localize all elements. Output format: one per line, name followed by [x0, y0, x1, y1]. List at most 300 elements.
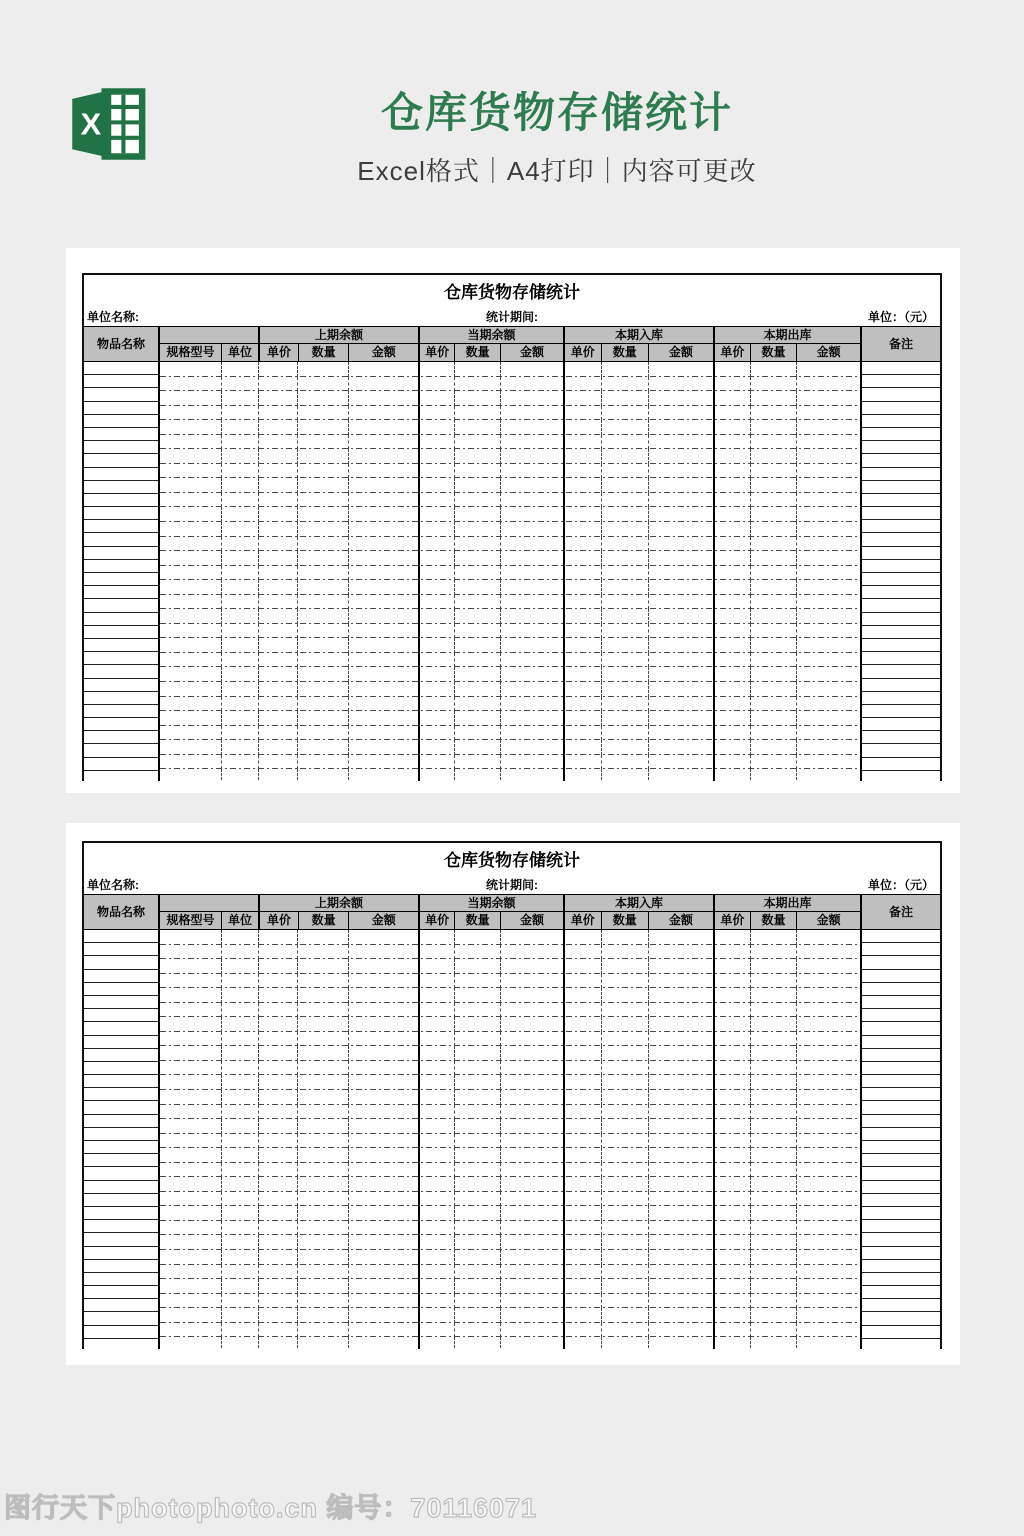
- price-cell: [565, 1265, 601, 1280]
- amount-cell: [348, 624, 418, 639]
- price-cell: [420, 507, 454, 522]
- table-row: [160, 1250, 860, 1265]
- amount-cell: [500, 945, 563, 960]
- amount-cell: [648, 464, 713, 479]
- amount-cell: [648, 1337, 713, 1349]
- group-cells: [563, 1308, 713, 1323]
- group-cells: [713, 1090, 860, 1105]
- qty-cell: [601, 1265, 648, 1280]
- amount-cell: [648, 769, 713, 781]
- unit-cell: [221, 391, 258, 406]
- amount-cell: [796, 522, 860, 537]
- group-cells: [258, 1235, 418, 1250]
- note-cell: [862, 1009, 940, 1022]
- group-cells: [418, 580, 563, 595]
- item-name-cell: [84, 930, 158, 943]
- qty-cell: [297, 1279, 348, 1294]
- amount-cell: [348, 930, 418, 945]
- amount-cell: [648, 595, 713, 610]
- qty-cell: [601, 566, 648, 581]
- qty-cell: [601, 595, 648, 610]
- group-cells: [258, 959, 418, 974]
- price-cell: [715, 435, 750, 450]
- amount-cell: [500, 1017, 563, 1032]
- unit-cell: [221, 464, 258, 479]
- spec-cell: [160, 1221, 221, 1236]
- amount-cell: [648, 959, 713, 974]
- group-cells: [258, 580, 418, 595]
- qty-cell: [750, 988, 796, 1003]
- qty-cell: [297, 566, 348, 581]
- qty-cell: [750, 974, 796, 989]
- group-cells: [713, 1163, 860, 1178]
- group-cells: [563, 682, 713, 697]
- group-cells: [713, 406, 860, 421]
- amount-cell: [348, 507, 418, 522]
- price-cell: [259, 1075, 297, 1090]
- group-cells: [258, 1206, 418, 1221]
- col-group-inbound: 本期入库: [563, 895, 713, 911]
- qty-cell: [750, 609, 796, 624]
- unit-cell: [221, 507, 258, 522]
- note-cell: [862, 970, 940, 983]
- qty-cell: [601, 493, 648, 508]
- spec-cell: [160, 930, 221, 945]
- group-cells: [563, 537, 713, 552]
- amount-cell: [796, 1177, 860, 1192]
- item-name-cell: [84, 507, 158, 520]
- qty-cell: [297, 406, 348, 421]
- unit-cell: [221, 1046, 258, 1061]
- group-cells: [563, 697, 713, 712]
- group-cells: [258, 1192, 418, 1207]
- unit-cell: [221, 1177, 258, 1192]
- group-cells: [713, 478, 860, 493]
- table-row: [160, 580, 860, 595]
- group-cells: [713, 697, 860, 712]
- group-cells: [563, 1075, 713, 1090]
- price-cell: [565, 580, 601, 595]
- table-row: [160, 1119, 860, 1134]
- price-cell: [420, 580, 454, 595]
- price-cell: [420, 1308, 454, 1323]
- group-cells: [563, 1265, 713, 1280]
- amount-cell: [348, 1134, 418, 1149]
- qty-cell: [454, 755, 500, 770]
- qty-cell: [297, 377, 348, 392]
- note-cell: [862, 1286, 940, 1299]
- note-cell: [862, 1299, 940, 1312]
- group-cells: [563, 959, 713, 974]
- table-row: [160, 406, 860, 421]
- price-cell: [259, 755, 297, 770]
- unit-cell: [221, 653, 258, 668]
- group-cells: [713, 1105, 860, 1120]
- group-cells: [258, 1090, 418, 1105]
- group-cells: [418, 769, 563, 781]
- qty-cell: [297, 595, 348, 610]
- qty-cell: [454, 1119, 500, 1134]
- amount-cell: [796, 697, 860, 712]
- amount-cell: [648, 449, 713, 464]
- amount-cell: [500, 566, 563, 581]
- amount-cell: [500, 1003, 563, 1018]
- group-cells: [418, 377, 563, 392]
- amount-cell: [348, 609, 418, 624]
- price-cell: [565, 1308, 601, 1323]
- qty-cell: [601, 1337, 648, 1349]
- group-cells: [713, 420, 860, 435]
- group-subheaders-outbound: [713, 912, 860, 929]
- col-header-price: 单价: [266, 345, 291, 359]
- amount-cell: [500, 1206, 563, 1221]
- item-name-cell: [84, 639, 158, 652]
- group-cells: [563, 624, 713, 639]
- qty-cell: [601, 697, 648, 712]
- note-cell: [862, 665, 940, 678]
- table-row: [160, 1235, 860, 1250]
- qty-cell: [750, 537, 796, 552]
- price-cell: [715, 1250, 750, 1265]
- group-cells: [713, 551, 860, 566]
- group-cells: [258, 769, 418, 781]
- group-cells: [418, 1003, 563, 1018]
- price-cell: [565, 726, 601, 741]
- col-group-inbound: 本期入库: [563, 327, 713, 343]
- amount-cell: [796, 988, 860, 1003]
- price-cell: [715, 1003, 750, 1018]
- note-cell: [862, 613, 940, 626]
- amount-cell: [648, 493, 713, 508]
- amount-cell: [648, 362, 713, 377]
- unit-cell: [221, 1250, 258, 1265]
- group-cells: [418, 959, 563, 974]
- qty-cell: [297, 449, 348, 464]
- spec-cell: [160, 1075, 221, 1090]
- amount-cell: [796, 1134, 860, 1149]
- col-header-qty: 数量: [454, 344, 500, 361]
- qty-cell: [750, 1119, 796, 1134]
- group-cells: [563, 1061, 713, 1076]
- col-header-blank: [160, 327, 258, 343]
- col-header-price: 单价: [720, 345, 745, 359]
- group-cells: [418, 930, 563, 945]
- amount-cell: [348, 551, 418, 566]
- price-cell: [715, 726, 750, 741]
- amount-cell: [500, 362, 563, 377]
- group-cells: [418, 1192, 563, 1207]
- table-row: [160, 449, 860, 464]
- spec-cell: [160, 1206, 221, 1221]
- qty-cell: [601, 551, 648, 566]
- group-cells: [563, 580, 713, 595]
- amount-cell: [648, 507, 713, 522]
- group-cells: [258, 726, 418, 741]
- qty-cell: [601, 988, 648, 1003]
- qty-cell: [601, 478, 648, 493]
- amount-cell: [348, 769, 418, 781]
- qty-cell: [297, 682, 348, 697]
- spec-cell: [160, 1134, 221, 1149]
- amount-cell: [796, 449, 860, 464]
- qty-cell: [601, 945, 648, 960]
- item-name-cell: [84, 1062, 158, 1075]
- note-cell: [862, 362, 940, 375]
- amount-cell: [348, 1046, 418, 1061]
- amount-cell: [500, 638, 563, 653]
- amount-cell: [796, 682, 860, 697]
- group-cells: [713, 1294, 860, 1309]
- group-cells: [418, 755, 563, 770]
- qty-cell: [601, 1032, 648, 1047]
- unit-cell: [221, 1090, 258, 1105]
- price-cell: [565, 537, 601, 552]
- qty-cell: [601, 1308, 648, 1323]
- amount-cell: [648, 580, 713, 595]
- group-cells: [418, 697, 563, 712]
- group-cells: [258, 697, 418, 712]
- spec-cell: [160, 507, 221, 522]
- price-cell: [565, 945, 601, 960]
- price-cell: [565, 566, 601, 581]
- amount-cell: [796, 464, 860, 479]
- sheet-title: 仓库货物存储统计: [444, 851, 580, 870]
- price-cell: [420, 522, 454, 537]
- price-cell: [565, 638, 601, 653]
- amount-cell: [796, 1003, 860, 1018]
- price-cell: [565, 653, 601, 668]
- price-cell: [715, 959, 750, 974]
- group-cells: [713, 711, 860, 726]
- price-cell: [259, 449, 297, 464]
- unit-cell: [221, 1265, 258, 1280]
- group-cells: [418, 1075, 563, 1090]
- amount-cell: [796, 930, 860, 945]
- price-cell: [715, 1294, 750, 1309]
- amount-cell: [796, 1192, 860, 1207]
- col-header-spec: 规格型号: [166, 913, 215, 927]
- qty-cell: [297, 988, 348, 1003]
- group-cells: [563, 435, 713, 450]
- group-cells: [713, 1017, 860, 1032]
- item-name-cell: [84, 1299, 158, 1312]
- amount-cell: [348, 478, 418, 493]
- price-cell: [715, 1337, 750, 1349]
- qty-cell: [454, 493, 500, 508]
- item-name-cell: [84, 560, 158, 573]
- qty-cell: [601, 1250, 648, 1265]
- price-cell: [420, 1105, 454, 1120]
- qty-cell: [297, 478, 348, 493]
- amount-cell: [648, 1294, 713, 1309]
- group-cells: [258, 551, 418, 566]
- svg-text:X: X: [80, 106, 102, 142]
- note-cell: [862, 996, 940, 1009]
- group-cells: [563, 1032, 713, 1047]
- spec-cell: [160, 406, 221, 421]
- item-name-cell: [84, 1286, 158, 1299]
- note-cell: [862, 533, 940, 546]
- qty-cell: [601, 1075, 648, 1090]
- item-name-column: [84, 362, 160, 781]
- note-cell: [862, 415, 940, 428]
- spec-cell: [160, 580, 221, 595]
- spec-cell: [160, 1148, 221, 1163]
- note-cell: [862, 1088, 940, 1101]
- qty-cell: [750, 1221, 796, 1236]
- amount-cell: [500, 478, 563, 493]
- amount-cell: [348, 711, 418, 726]
- note-cell: [862, 639, 940, 652]
- group-cells: [713, 1119, 860, 1134]
- group-cells: [258, 755, 418, 770]
- note-cell: [862, 547, 940, 560]
- price-cell: [565, 391, 601, 406]
- item-name-cell: [84, 1049, 158, 1062]
- note-cell: [862, 1207, 940, 1220]
- col-header-amount: 金额: [348, 912, 418, 929]
- amount-cell: [796, 1323, 860, 1338]
- amount-cell: [796, 609, 860, 624]
- group-cells: [563, 522, 713, 537]
- unit-cell: [221, 1235, 258, 1250]
- note-cell: [862, 1326, 940, 1339]
- price-cell: [715, 1090, 750, 1105]
- group-cells: [258, 930, 418, 945]
- amount-cell: [648, 1265, 713, 1280]
- unit-cell: [221, 1003, 258, 1018]
- item-name-cell: [84, 362, 158, 375]
- qty-cell: [601, 930, 648, 945]
- table-row: [160, 609, 860, 624]
- unit-cell: [221, 420, 258, 435]
- price-cell: [259, 1265, 297, 1280]
- amount-cell: [796, 945, 860, 960]
- qty-cell: [454, 1148, 500, 1163]
- item-name-cell: [84, 1247, 158, 1260]
- price-cell: [715, 1192, 750, 1207]
- qty-cell: [297, 1148, 348, 1163]
- amount-cell: [648, 1090, 713, 1105]
- qty-cell: [750, 624, 796, 639]
- qty-cell: [454, 1279, 500, 1294]
- qty-cell: [454, 566, 500, 581]
- group-cells: [418, 1206, 563, 1221]
- amount-cell: [500, 959, 563, 974]
- qty-cell: [750, 1163, 796, 1178]
- qty-cell: [297, 1003, 348, 1018]
- group-cells: [713, 653, 860, 668]
- qty-cell: [454, 624, 500, 639]
- qty-cell: [297, 1017, 348, 1032]
- qty-cell: [601, 1163, 648, 1178]
- unit-cell: [221, 769, 258, 781]
- price-cell: [715, 420, 750, 435]
- amount-cell: [796, 362, 860, 377]
- amount-cell: [500, 522, 563, 537]
- qty-cell: [601, 974, 648, 989]
- table-row: [160, 1134, 860, 1149]
- amount-cell: [648, 1061, 713, 1076]
- qty-cell: [454, 1235, 500, 1250]
- group-cells: [713, 682, 860, 697]
- group-cells: [258, 1148, 418, 1163]
- unit-cell: [221, 1163, 258, 1178]
- amount-cell: [648, 1046, 713, 1061]
- amount-cell: [796, 435, 860, 450]
- price-cell: [259, 974, 297, 989]
- qty-cell: [297, 1192, 348, 1207]
- price-cell: [565, 624, 601, 639]
- amount-cell: [648, 522, 713, 537]
- amount-cell: [348, 522, 418, 537]
- group-cells: [258, 1061, 418, 1076]
- table-row: [160, 930, 860, 945]
- qty-cell: [750, 1235, 796, 1250]
- amount-cell: [648, 1177, 713, 1192]
- item-name-cell: [84, 388, 158, 401]
- price-cell: [259, 406, 297, 421]
- note-cell: [862, 943, 940, 956]
- qty-cell: [454, 740, 500, 755]
- group-cells: [713, 1279, 860, 1294]
- qty-cell: [297, 1163, 348, 1178]
- price-cell: [420, 1192, 454, 1207]
- price-cell: [715, 1221, 750, 1236]
- qty-cell: [750, 435, 796, 450]
- group-cells: [418, 1294, 563, 1309]
- price-cell: [259, 1032, 297, 1047]
- amount-cell: [648, 377, 713, 392]
- table-row: [160, 1163, 860, 1178]
- amount-cell: [648, 1119, 713, 1134]
- note-cell: [862, 1075, 940, 1088]
- group-cells: [258, 522, 418, 537]
- price-cell: [565, 1192, 601, 1207]
- warehouse-storage-table: [82, 273, 942, 781]
- note-cell: [862, 771, 940, 781]
- group-cells: [563, 1192, 713, 1207]
- price-cell: [565, 609, 601, 624]
- qty-cell: [601, 1119, 648, 1134]
- group-cells: [258, 1105, 418, 1120]
- sheet-info-row: [84, 877, 940, 894]
- price-cell: [565, 507, 601, 522]
- price-cell: [565, 1046, 601, 1061]
- qty-cell: [454, 478, 500, 493]
- qty-cell: [454, 449, 500, 464]
- group-cells: [563, 653, 713, 668]
- amount-cell: [500, 1119, 563, 1134]
- amount-cell: [648, 930, 713, 945]
- amount-cell: [796, 537, 860, 552]
- group-cells: [418, 1046, 563, 1061]
- qty-cell: [454, 638, 500, 653]
- item-name-cell: [84, 1115, 158, 1128]
- group-cells: [258, 1134, 418, 1149]
- item-name-cell: [84, 1075, 158, 1088]
- qty-cell: [601, 522, 648, 537]
- price-cell: [259, 1148, 297, 1163]
- price-cell: [420, 1032, 454, 1047]
- price-cell: [715, 624, 750, 639]
- group-cells: [713, 624, 860, 639]
- note-cell: [862, 1220, 940, 1233]
- group-cells: [418, 1105, 563, 1120]
- col-header-price: 单价: [570, 345, 595, 359]
- group-cells: [418, 711, 563, 726]
- amount-cell: [348, 1294, 418, 1309]
